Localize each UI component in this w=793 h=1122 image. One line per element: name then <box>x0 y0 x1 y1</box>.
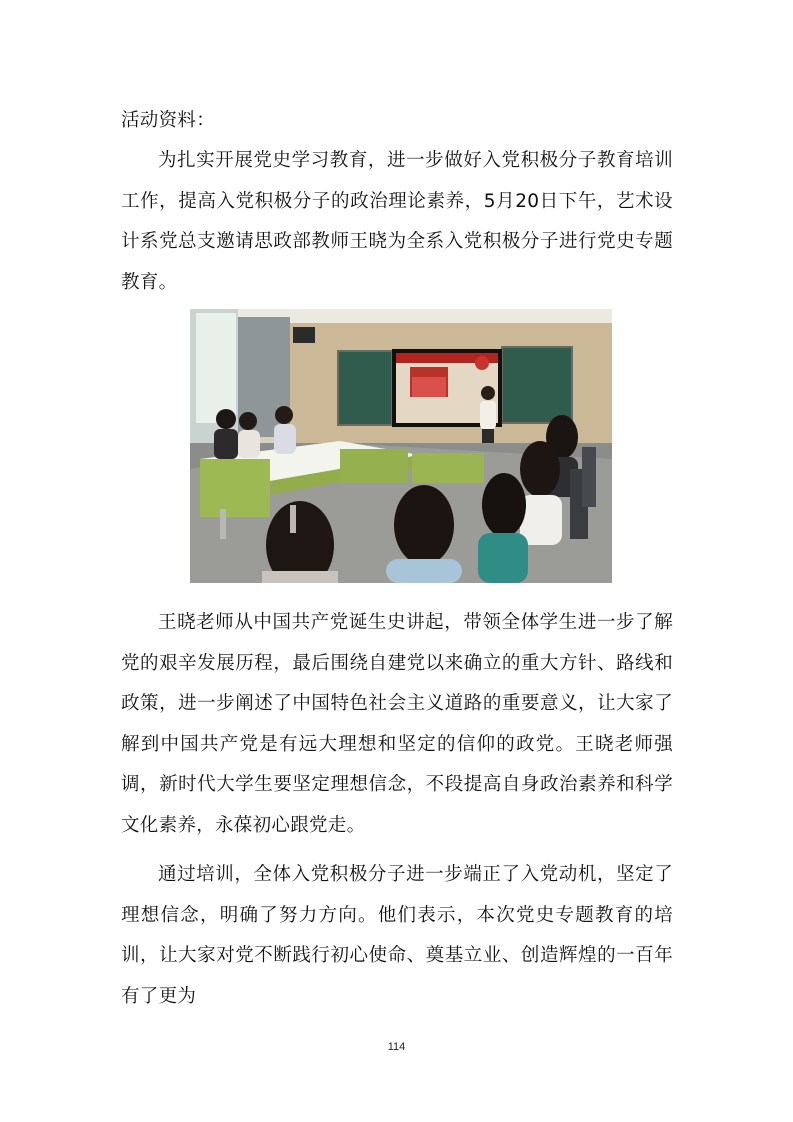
section-heading: 活动资料： <box>121 110 216 131</box>
paragraph-3: 通过培训，全体入党积极分子进一步端正了入党动机，坚定了理想信念，明确了努力方向。他们表示，本次党史专题教育的培训，让大家对党不断践行初心使命、奠基立业、创造辉煌的一百年有了更为 <box>121 864 673 1007</box>
paragraph-2: 王晓老师从中国共产党诞生史讲起，带领全体学生进一步了解党的艰辛发展历程，最后围绕自建党以来确立的重大方针、路线和政策，进一步阐述了中国特色社会主义道路的重要意义，让大家了解到中国共产党是有远大理想和坚定的信仰的政党。王晓老师强调，新时代大学生要坚定理想信念，不段提高自身政治素养和科学文化素养，永葆初心跟党走。 <box>121 612 673 836</box>
page-number: 114 <box>387 1041 406 1053</box>
classroom-photo <box>190 309 612 583</box>
paragraph-1: 为扎实开展党史学习教育，进一步做好入党积极分子教育培训工作，提高入党积极分子的政治理论素养，5月20日下午，艺术设计系党总支邀请思政部教师王晓为全系入党积极分子进行党史专题教育。 <box>121 150 673 293</box>
